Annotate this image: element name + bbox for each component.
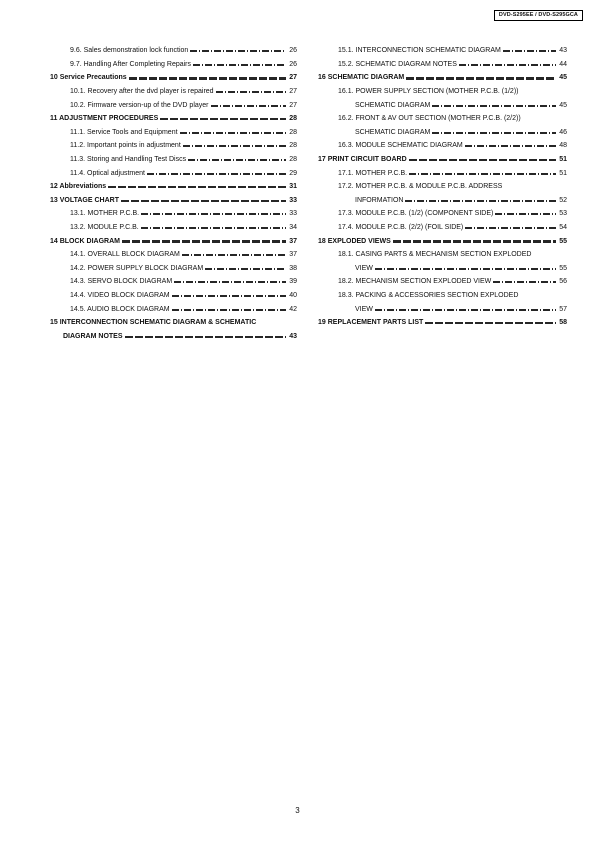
toc-entry-title: DIAGRAM NOTES (63, 332, 123, 340)
dot-leader (432, 132, 556, 134)
toc-entry-page: 27 (289, 101, 297, 109)
toc-entry-title: 14.3. SERVO BLOCK DIAGRAM (70, 278, 173, 286)
dot-leader (503, 50, 556, 52)
toc-entry-page: 54 (559, 224, 567, 232)
toc-entry-title: 18.2. MECHANISM SECTION EXPLODED VIEW (338, 278, 492, 286)
dot-leader (495, 213, 556, 215)
toc-entry[interactable] (318, 58, 567, 72)
toc-entry-title: 14.5. AUDIO BLOCK DIAGRAM (70, 305, 170, 313)
toc-entry[interactable] (50, 302, 297, 316)
toc-entry[interactable] (50, 153, 297, 167)
toc-entry-page: 28 (289, 156, 297, 164)
dot-leader (121, 200, 286, 202)
toc-entry-title: 19 REPLACEMENT PARTS LIST (318, 319, 424, 327)
toc-entry-title: 11 ADJUSTMENT PROCEDURES (50, 115, 159, 123)
toc-entry-title: 14.1. OVERALL BLOCK DIAGRAM (70, 251, 180, 259)
toc-entry-title: SCHEMATIC DIAGRAM (355, 128, 431, 136)
toc-entry-title: 17.3. MODULE P.C.B. (1/2) (COMPONENT SIDE) (338, 210, 494, 218)
dot-leader (193, 64, 286, 66)
toc-entry-title: 16 SCHEMATIC DIAGRAM (318, 74, 405, 82)
toc-entry-title: 17.4. MODULE P.C.B. (2/2) (FOIL SIDE) (338, 224, 464, 232)
toc-entry[interactable] (318, 139, 567, 153)
toc-entry-title: SCHEMATIC DIAGRAM (355, 101, 431, 109)
toc-entry-title: 16.3. MODULE SCHEMATIC DIAGRAM (338, 142, 463, 150)
dot-leader (122, 240, 286, 242)
dot-leader (409, 159, 556, 161)
toc-entry-title: 10 Service Precautions (50, 74, 127, 82)
toc-entry-page: 58 (559, 319, 567, 327)
toc-entry-title: 12 Abbreviations (50, 183, 107, 191)
toc-entry-title: 16.2. FRONT & AV OUT SECTION (MOTHER P.C.B. (2/2)) (338, 115, 521, 123)
toc-entry-title: 17.2. MOTHER P.C.B. & MODULE P.C.B. ADDRESS (338, 183, 503, 191)
dot-leader (172, 295, 286, 297)
toc-entry-title: 18.3. PACKING & ACCESSORIES SECTION EXPLODED (338, 291, 519, 299)
dot-leader (188, 159, 286, 161)
toc-entry-page: 43 (289, 332, 297, 340)
dot-leader (432, 105, 556, 107)
toc-entry-page: 45 (559, 74, 567, 82)
toc-entry[interactable] (50, 194, 297, 208)
toc-entry-page: 29 (289, 169, 297, 177)
toc-left-column (50, 44, 297, 343)
dot-leader (183, 145, 286, 147)
toc-entry-page: 27 (289, 88, 297, 96)
toc-entry-page: 26 (289, 60, 297, 68)
toc-entry-page: 53 (559, 210, 567, 218)
toc-entry[interactable] (50, 289, 297, 303)
toc-entry-page: 55 (559, 264, 567, 272)
toc-entry-title: 10.2. Firmware version-up of the DVD player (70, 101, 209, 109)
toc-entry[interactable] (318, 166, 567, 180)
toc-entry[interactable] (50, 180, 297, 194)
toc-entry[interactable] (318, 112, 567, 126)
toc-entry-title: 17.1. MOTHER P.C.B. (338, 169, 408, 177)
toc-entry[interactable] (50, 207, 297, 221)
dot-leader (125, 336, 287, 338)
dot-leader (459, 64, 556, 66)
toc-entry-title: 11.2. Important points in adjustment (70, 142, 181, 150)
toc-entry-title: 9.7. Handling After Completing Repairs (70, 60, 192, 68)
toc-entry-title: 14.4. VIDEO BLOCK DIAGRAM (70, 291, 170, 299)
toc-entry-title: 11.3. Storing and Handling Test Discs (70, 156, 187, 164)
dot-leader (180, 132, 286, 134)
toc-entry[interactable] (50, 221, 297, 235)
toc-entry[interactable] (50, 58, 297, 72)
toc-entry-page: 28 (289, 142, 297, 150)
toc-entry-page: 37 (289, 251, 297, 259)
toc-entry-page: 55 (559, 237, 567, 245)
dot-leader (375, 268, 556, 270)
toc-entry-title: 18 EXPLODED VIEWS (318, 237, 391, 245)
dot-leader (465, 227, 556, 229)
toc-entry[interactable] (50, 85, 297, 99)
toc-entry-title: 15 INTERCONNECTION SCHEMATIC DIAGRAM & SCHEMATIC (50, 319, 257, 327)
toc-entry-page: 34 (289, 224, 297, 232)
toc-entry[interactable] (318, 126, 567, 140)
toc-entry-page: 56 (559, 278, 567, 286)
dot-leader (405, 200, 556, 202)
toc-right-column (318, 44, 567, 329)
toc-entry-title: 10.1. Recovery after the dvd player is repaired (70, 88, 214, 96)
toc-entry-title: 13.1. MOTHER P.C.B. (70, 210, 140, 218)
dot-leader (172, 309, 286, 311)
toc-entry-title: 11.1. Service Tools and Equipment (70, 128, 178, 136)
toc-entry[interactable] (318, 302, 567, 316)
dot-leader (375, 309, 556, 311)
toc-entry[interactable] (318, 221, 567, 235)
toc-entry-title: 14 BLOCK DIAGRAM (50, 237, 121, 245)
toc-entry-page: 48 (559, 142, 567, 150)
toc-entry[interactable] (318, 85, 567, 99)
dot-leader (190, 50, 286, 52)
toc-entry-title: 18.1. CASING PARTS & MECHANISM SECTION EXPLODED (338, 251, 532, 259)
dot-leader (211, 105, 287, 107)
toc-entry-page: 28 (289, 115, 297, 123)
toc-entry-title: 11.4. Optical adjustment (70, 169, 145, 177)
dot-leader (174, 281, 286, 283)
toc-entry[interactable] (50, 44, 297, 58)
toc-entry[interactable] (50, 71, 297, 85)
dot-leader (409, 173, 556, 175)
dot-leader (216, 91, 286, 93)
toc-entry[interactable] (318, 234, 567, 248)
dot-leader (141, 227, 286, 229)
toc-entry[interactable] (50, 275, 297, 289)
toc-entry-page: 46 (559, 128, 567, 136)
toc-entry-title: 13.2. MODULE P.C.B. (70, 224, 139, 232)
toc-entry[interactable] (318, 316, 567, 330)
dot-leader (205, 268, 286, 270)
dot-leader (425, 322, 556, 324)
toc-entry-page: 52 (559, 196, 567, 204)
page-number: 3 (295, 806, 300, 815)
toc-entry-title: 14.2. POWER SUPPLY BLOCK DIAGRAM (70, 264, 204, 272)
dot-leader (141, 213, 286, 215)
toc-entry-title: VIEW (355, 305, 373, 313)
dot-leader (393, 240, 556, 242)
toc-entry[interactable] (318, 153, 567, 167)
toc-entry-page: 45 (559, 101, 567, 109)
toc-entry-page: 37 (289, 237, 297, 245)
toc-entry-page: 39 (289, 278, 297, 286)
toc-entry-title: VIEW (355, 264, 373, 272)
toc-entry[interactable] (318, 98, 567, 112)
toc-entry[interactable] (318, 44, 567, 58)
toc-entry[interactable] (50, 112, 297, 126)
dot-leader (406, 77, 556, 79)
toc-entry-page: 51 (559, 169, 567, 177)
toc-entry-page: 51 (559, 156, 567, 164)
toc-entry[interactable] (318, 180, 567, 194)
toc-entry-page: 33 (289, 210, 297, 218)
toc-entry-title: 17 PRINT CIRCUIT BOARD (318, 156, 407, 164)
toc-entry[interactable] (50, 98, 297, 112)
toc-entry[interactable] (50, 329, 297, 343)
toc-entry[interactable] (50, 234, 297, 248)
toc-entry[interactable] (50, 139, 297, 153)
toc-entry[interactable] (318, 262, 567, 276)
toc-entry[interactable] (50, 316, 297, 330)
dot-leader (182, 254, 286, 256)
dot-leader (129, 77, 286, 79)
toc-entry[interactable] (318, 289, 567, 303)
toc-entry-title: 9.6. Sales demonstration lock function (70, 47, 189, 55)
toc-entry-page: 42 (289, 305, 297, 313)
toc-entry[interactable] (318, 207, 567, 221)
toc-entry[interactable] (50, 248, 297, 262)
toc-entry-title: 13 VOLTAGE CHART (50, 196, 119, 204)
dot-leader (465, 145, 556, 147)
toc-entry-page: 26 (289, 47, 297, 55)
toc-entry-page: 43 (559, 47, 567, 55)
toc-entry[interactable] (318, 71, 567, 85)
toc-entry[interactable] (318, 275, 567, 289)
toc-entry[interactable] (50, 262, 297, 276)
toc-entry[interactable] (50, 166, 297, 180)
dot-leader (147, 173, 286, 175)
toc-entry-title: 15.1. INTERCONNECTION SCHEMATIC DIAGRAM (338, 47, 501, 55)
toc-entry[interactable] (318, 194, 567, 208)
toc-entry-title: INFORMATION (355, 196, 404, 204)
toc-entry-page: 44 (559, 60, 567, 68)
dot-leader (493, 281, 556, 283)
toc-entry-page: 40 (289, 291, 297, 299)
dot-leader (108, 186, 286, 188)
toc-entry-page: 28 (289, 128, 297, 136)
model-number-label: DVD-S295EE / DVD-S295GCA (494, 10, 583, 21)
toc-entry-page: 31 (289, 183, 297, 191)
toc-entry[interactable] (318, 248, 567, 262)
toc-entry[interactable] (50, 126, 297, 140)
dot-leader (160, 118, 286, 120)
toc-entry-title: 16.1. POWER SUPPLY SECTION (MOTHER P.C.B. (1/2)) (338, 88, 519, 96)
toc-entry-page: 33 (289, 196, 297, 204)
toc-entry-title: 15.2. SCHEMATIC DIAGRAM NOTES (338, 60, 457, 68)
toc-entry-page: 27 (289, 74, 297, 82)
toc-entry-page: 38 (289, 264, 297, 272)
toc-entry-page: 57 (559, 305, 567, 313)
